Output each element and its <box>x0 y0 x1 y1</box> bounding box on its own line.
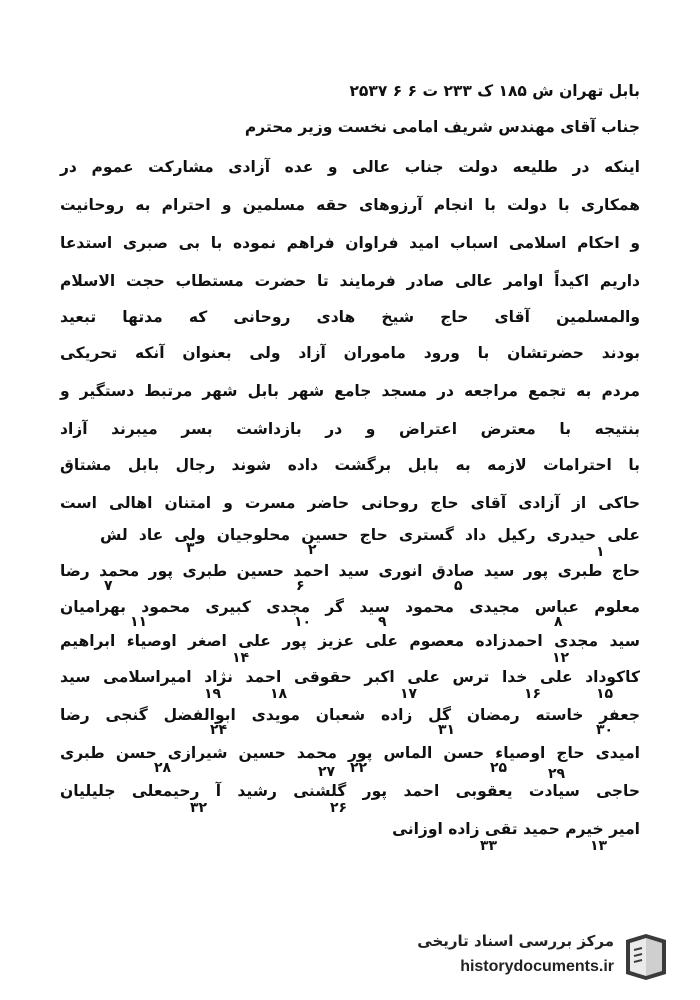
signature-line: حاج طبری پور سید صادق انوری سید احمد حسین طبری پور محمد رضا <box>60 562 640 580</box>
signature-number: ۲۶ <box>330 800 348 816</box>
signature-number: ۱۹ <box>204 686 222 702</box>
signature-line: امیدی حاج اوصیاء حسن الماس پور محمد حسین شیرازی حسن طبری <box>60 744 640 762</box>
signature-number: ۱۵ <box>596 686 614 702</box>
body-line: و احکام اسلامی اسباب امید فراوان فراهم نموده با بی صبری استدعا <box>60 234 640 252</box>
signature-number: ۶ <box>296 578 305 594</box>
archive-book-icon <box>620 930 672 982</box>
signature-number: ۱۳ <box>590 838 608 854</box>
watermark-url[interactable]: historydocuments.ir <box>460 958 614 975</box>
body-line: اینکه در طلیعه دولت جناب عالی و عده آزادی مشارکت عموم در <box>60 158 640 176</box>
body-line: همکاری با دولت با انجام آرزوهای حقه مسلمین و احترام به روحانیت <box>60 196 640 214</box>
signature-number: ۸ <box>554 614 563 630</box>
signature-number: ۳ <box>186 540 195 556</box>
salutation: جناب آقای مهندس شریف امامی نخست وزیر محترم <box>244 118 640 136</box>
telegram-header: بابل تهران ش ۱۸۵ ک ۲۳۳ ت ۶ ۶ ۲۵۳۷ <box>349 82 640 100</box>
watermark <box>400 930 680 990</box>
signature-number: ۲۵ <box>490 760 508 776</box>
signature-number: ۹ <box>378 614 387 630</box>
signature-line: سید مجدی احمدزاده معصوم علی عزیز پور علی اصغر اوصیاء ابراهیم <box>60 632 640 650</box>
body-line: حاکی از آزادی آقای حاج روحانی حاضر مسرت و امتنان اهالی است <box>60 494 640 512</box>
signature-number: ۳۰ <box>596 722 614 738</box>
signature-number: ۲ <box>308 542 317 558</box>
signature-line: امیر خیرم حمید تقی زاده اوزانی <box>392 820 640 838</box>
signature-number: ۳۳ <box>480 838 498 854</box>
signature-line: جعفر خاسته رمضان گل زاده شعبان مویدی ابوالفضل گنجی رضا <box>60 706 640 724</box>
body-line: والمسلمین آقای حاج شیخ هادی روحانی که مدتها تبعید <box>60 308 640 326</box>
body-line: بنتیجه با معترض اعتراض و در بازداشت بسر میبرند آزاد <box>60 420 640 438</box>
body-line: با احترامات لازمه به بابل برگشت داده شوند رجال بابل مشتاق <box>60 456 640 474</box>
signature-number: ۱۱ <box>130 614 148 630</box>
signature-line: کاکوداد علی خدا ترس علی اکبر حقوقی احمد نژاد امیراسلامی سید <box>60 668 640 686</box>
signature-number: ۱۲ <box>552 650 570 666</box>
signature-number: ۳۱ <box>438 722 456 738</box>
signature-number: ۲۸ <box>154 760 172 776</box>
watermark-persian: مرکز بررسی اسناد تاریخی <box>417 932 614 950</box>
signature-number: ۱ <box>596 544 605 560</box>
signature-number: ۳۲ <box>190 800 208 816</box>
signature-number: ۱۴ <box>232 650 250 666</box>
signature-number: ۱۷ <box>400 686 418 702</box>
signature-line: معلوم عباس مجیدی محمود سید گر مجدی کبیری محمود بهرامیان <box>60 598 640 616</box>
signature-line: حاجی سیادت یعقوبی احمد پور گلشنی رشید آ رحیمعلی جلیلیان <box>60 782 640 800</box>
signature-number: ۲۷ <box>318 764 336 780</box>
body-line: بودند حضرتشان با ورود ماموران آزاد ولی بعنوان آنکه تحریکی <box>60 344 640 362</box>
body-line: علی حیدری رکیل داد گستری حاج حسین محلوجیان ولی عاد لش <box>100 526 640 544</box>
signature-number: ۵ <box>454 578 463 594</box>
signature-number: ۲۹ <box>548 766 566 782</box>
signature-number: ۱۸ <box>270 686 288 702</box>
signature-number: ۱۰ <box>294 614 312 630</box>
body-line: مردم به تجمع مراجعه در مسجد جامع شهر بابل شهر مرتبط دستگیر و <box>60 382 640 400</box>
body-line: داریم اکیداً اوامر عالی صادر فرمایند تا حضرت مستطاب حجت الاسلام <box>60 272 640 290</box>
signature-number: ۲۲ <box>350 760 368 776</box>
signature-number: ۷ <box>104 578 113 594</box>
signature-number: ۲۴ <box>210 722 228 738</box>
signature-number: ۱۶ <box>524 686 542 702</box>
